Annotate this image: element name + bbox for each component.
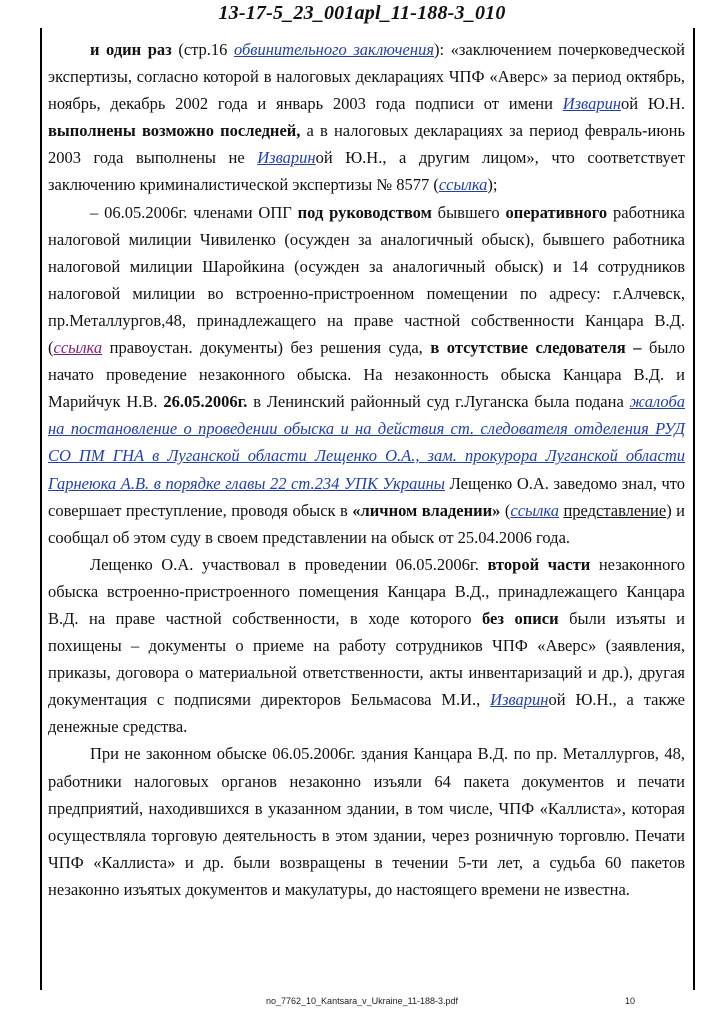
text-run: ой Ю.Н., а другим лицом», что соответствует заключению криминалистической экспертизы № 8577 ( bbox=[48, 148, 685, 195]
text-run: в Ленинский районный суд г.Луганска была подана bbox=[247, 392, 630, 412]
text-run: были изъяты и похищены – документы о приеме на работу сотрудников ЧПФ «Аверс» (заявления, приказы, договора о материальной ответственности, акты инвентаризаций и др.), другая документация с подписями директоров Бельмасова М.И., bbox=[48, 608, 685, 710]
bold-text: оперативного bbox=[505, 202, 608, 222]
footer-page-number: 10 bbox=[625, 996, 636, 1006]
page-header-title: 13-17-5_23_001apl_11-188-3_010 bbox=[218, 2, 506, 24]
text-run: незаконного обыска встроенно-пристроенного помещения Канцара В.Д., принадлежащего Канцара В.Д. на праве частной собственности, в ходе которого bbox=[48, 554, 685, 628]
text-run: ой Ю.Н. bbox=[621, 94, 685, 114]
text-run: правоустан. документы) без решения суда, bbox=[102, 338, 431, 358]
text-run: ой Ю.Н., а также денежные средства. bbox=[48, 690, 685, 737]
text-run: ); bbox=[487, 175, 498, 195]
bold-text: выполнены возможно последней, bbox=[48, 121, 301, 141]
left-margin-rule bbox=[40, 28, 42, 990]
izvarina-link[interactable]: Изварин bbox=[257, 148, 316, 168]
text-run: ): «заключением почерковедческой экспертизы, согласно которой в налоговых декларациях ЧПФ «Аверс» за период октябрь, ноябрь, декабрь 2002 года и январь 2003 года подписи от имени bbox=[48, 40, 686, 114]
complaint-link[interactable]: жалоба на постановление о проведении обыска и на действия ст. следователя отделения РУД СО ПМ ГНА в Луганской области Лещенко О.А., зам. прокурора Луганской области Гарнеюка А.В. в порядке главы 22 ст.234 УПК Украины bbox=[48, 392, 685, 493]
bold-text: под руководством bbox=[297, 202, 432, 222]
expertise-link[interactable]: ссылка bbox=[438, 175, 488, 195]
title-documents-link[interactable]: ссылка bbox=[53, 338, 103, 358]
bold-text: без описи bbox=[482, 608, 559, 628]
text-run: работника налоговой милиции Чивиленко (осужден за аналогичный обыск), бывшего работника налоговой милиции Шаройкина (осужден за аналогичный обыск) и 14 сотрудников налоговой милиции во встроенно-пристроенном помещении по адресу: г.Алчевск, пр.Металлургов,48, принадлежащего на праве частной собственности Канцара В.Д. ( bbox=[48, 202, 685, 358]
right-margin-rule bbox=[693, 28, 695, 990]
bold-text: и один раз bbox=[90, 40, 172, 59]
text-run: (стр.16 bbox=[171, 40, 234, 59]
text-run: ) и сообщал об этом суду в своем представлении на обыск от 25.04.2006 года. bbox=[48, 500, 686, 547]
paragraph-3 bbox=[48, 551, 685, 741]
submission-link[interactable]: представление bbox=[563, 500, 667, 520]
reference-link[interactable]: ссылка bbox=[510, 500, 559, 520]
indictment-link[interactable]: обвинительного заключения bbox=[233, 40, 434, 59]
bold-text: 26.05.2006г. bbox=[163, 392, 248, 412]
footer-filename: no_7762_10_Kantsara_v_Ukraine_11-188-3.pdf bbox=[266, 996, 458, 1006]
izvarina-link[interactable]: Изварин bbox=[562, 94, 622, 114]
text-run: а в налоговых декларациях за период февраль-июнь 2003 года выполнены не bbox=[48, 121, 686, 168]
document-body bbox=[48, 36, 685, 903]
text-run: Лещенко О.А. участвовал в проведении 06.05.2006г. bbox=[90, 554, 488, 574]
bold-text: в отсутствие следователя – bbox=[430, 338, 642, 358]
text-run: Лещенко О.А. заведомо знал, что совершает преступление, проводя обыск в bbox=[48, 473, 685, 520]
text-run: ( bbox=[500, 500, 511, 520]
paragraph-1 bbox=[48, 36, 685, 199]
paragraph-4 bbox=[48, 740, 685, 903]
izvarina-link[interactable]: Изварин bbox=[490, 690, 549, 710]
bold-text: второй части bbox=[487, 554, 591, 574]
text-run: бывшего bbox=[431, 202, 506, 222]
paragraph-2 bbox=[48, 199, 685, 551]
text-run: При не законном обыске 06.05.2006г. здания Канцара В.Д. по пр. Металлургов, 48, работники налоговых органов незаконно изъяли 64 пакета документов и печати предприятий, находившихся в указанном здании, в том числе, ЧПФ «Каллиста», которая осуществляла торговую деятельность в этом здании, через розничную торговлю. Печати ЧПФ «Каллиста» и др. были возвращены в течении 5-ти лет, а судьба 60 пакетов незаконно изъятых документов и макулатуры, до настоящего времени не известна. bbox=[48, 744, 685, 899]
text-run: – 06.05.2006г. членами ОПГ bbox=[90, 202, 298, 222]
bold-text: «личном владении» bbox=[352, 500, 501, 520]
text-run: было начато проведение незаконного обыска. На незаконность обыска Канцара В.Д. и Марийчук Н.В. bbox=[48, 338, 685, 412]
